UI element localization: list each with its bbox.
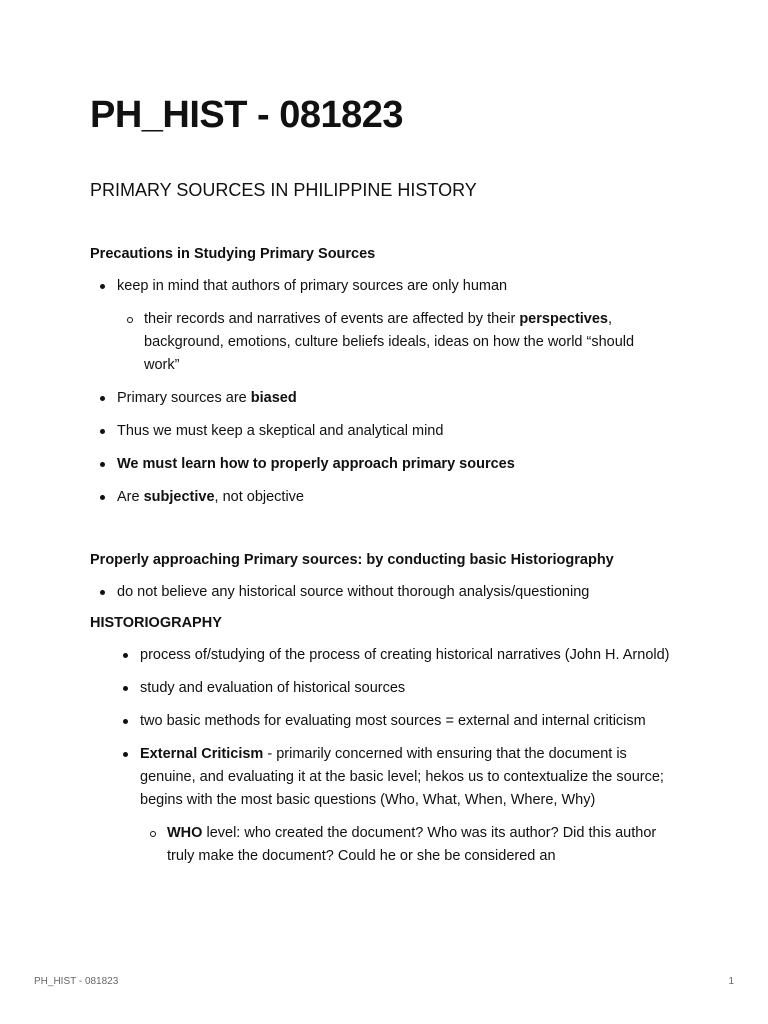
section-heading-approach: Properly approaching Primary sources: by conducting basic Historiography [90, 552, 614, 568]
bold-text: We must learn how to properly approach primary sources [117, 456, 515, 472]
text-segment: Primary sources are [117, 390, 251, 406]
list-item-text: study and evaluation of historical sources [140, 680, 406, 696]
list-item [140, 677, 670, 700]
text-segment: , not objective [214, 489, 304, 505]
text-segment: - primarily concerned with ensuring that the document is genuine, and evaluating it at the basic level; hekos us to contextualize the source; begins with the most basic questions (Who, What, When, Where, Why) [140, 746, 664, 808]
list-item [140, 743, 670, 868]
sub-list [144, 308, 669, 377]
list-item [117, 486, 670, 509]
bold-text: subjective [143, 489, 215, 505]
sub-list [167, 822, 662, 868]
document-page [90, 92, 670, 868]
text-segment: , background, emotions, culture beliefs ideals, ideas on how the world “should work” [144, 311, 635, 373]
list-item [117, 453, 670, 476]
historiography-list [140, 644, 670, 868]
bold-text: perspectives [519, 311, 608, 327]
list-item [117, 581, 670, 604]
approach-list [117, 581, 670, 604]
list-item [140, 644, 670, 667]
list-item [117, 387, 670, 410]
bold-text: WHO [167, 825, 203, 841]
text-segment: Are [117, 489, 144, 505]
list-item-text: Thus we must keep a skeptical and analytical mind [117, 423, 444, 439]
list-item [117, 275, 670, 377]
bold-text: biased [250, 390, 297, 406]
list-item-text: two basic methods for evaluating most sources = external and internal criticism [140, 713, 646, 729]
footer-page-number: 1 [728, 976, 734, 987]
sub-list-item [167, 822, 662, 868]
text-segment: level: who created the document? Who was its author? Did this author truly make the document? Could he or she be considered an [167, 825, 657, 864]
list-item-text: do not believe any historical source without thorough analysis/questioning [117, 584, 590, 600]
bold-text: External Criticism [140, 746, 264, 762]
list-item [140, 710, 670, 733]
section-heading-precautions: Precautions in Studying Primary Sources [90, 246, 376, 262]
page-subtitle: PRIMARY SOURCES IN PHILIPPINE HISTORY [90, 180, 477, 200]
text-segment: their records and narratives of events are affected by their [144, 311, 520, 327]
list-item-text: process of/studying of the process of creating historical narratives (John H. Arnold) [140, 647, 670, 663]
page-title: PH_HIST - 081823 [90, 94, 404, 136]
section-heading-historiography: HISTORIOGRAPHY [90, 615, 222, 631]
list-item [117, 420, 670, 443]
sub-list-item [144, 308, 669, 377]
list-item-text: keep in mind that authors of primary sources are only human [117, 278, 508, 294]
precautions-list [117, 275, 670, 509]
footer-doc-title: PH_HIST - 081823 [34, 976, 119, 987]
